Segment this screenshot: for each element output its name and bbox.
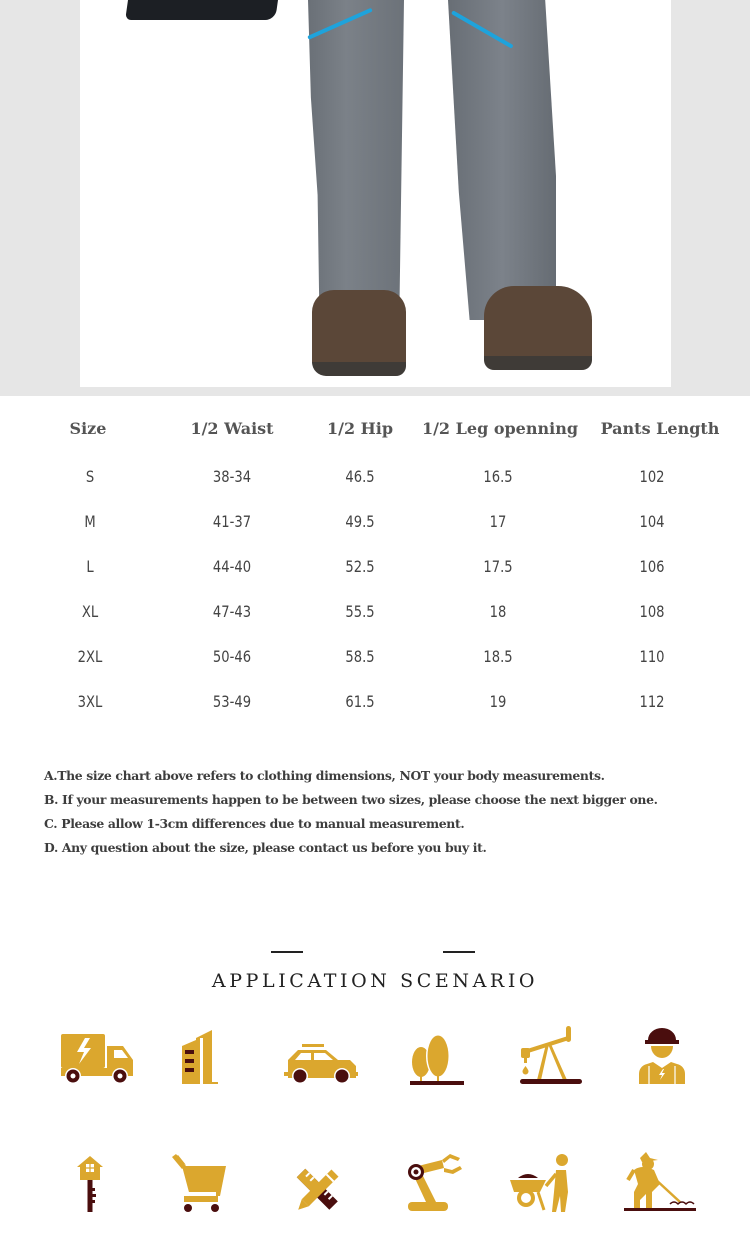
cell-size: M	[84, 512, 96, 531]
product-photo	[80, 0, 671, 387]
note-b: B. If your measurements happen to be between two sizes, please choose the next bigger one.	[44, 792, 658, 807]
cell-length: 108	[639, 602, 665, 621]
title-dash-right	[443, 951, 475, 953]
note-d: D. Any question about the size, please contact us before you buy it.	[44, 840, 487, 855]
header-size: Size	[69, 419, 107, 438]
cell-hip: 55.5	[345, 602, 375, 621]
cell-hip: 49.5	[345, 512, 375, 531]
header-half-hip: 1/2 Hip	[326, 419, 394, 438]
cell-length: 104	[639, 512, 665, 531]
cell-hip: 46.5	[345, 467, 375, 486]
note-c: C. Please allow 1-3cm differences due to manual measurement.	[44, 816, 465, 831]
table-row	[0, 499, 750, 544]
cell-leg-opening: 18	[489, 602, 507, 621]
application-scenario-title: APPLICATION SCENARIO	[211, 970, 539, 992]
shopping-cart-icon	[162, 1152, 242, 1216]
table-row	[0, 544, 750, 589]
cell-hip: 52.5	[345, 557, 375, 576]
cell-size: XL	[81, 602, 99, 621]
table-row	[0, 589, 750, 634]
pants-right-leg	[448, 0, 556, 320]
cell-waist: 53-49	[212, 692, 252, 711]
cell-size: L	[86, 557, 94, 576]
cell-leg-opening: 16.5	[483, 467, 513, 486]
farmer-raking-icon	[620, 1150, 700, 1214]
house-key-icon	[50, 1152, 130, 1216]
table-row	[0, 679, 750, 724]
header-half-waist: 1/2 Waist	[190, 419, 274, 438]
pants-left-leg	[308, 0, 404, 325]
product-photo-band	[0, 0, 750, 396]
cell-length: 102	[639, 467, 665, 486]
black-bag	[125, 0, 281, 20]
cell-hip: 58.5	[345, 647, 375, 666]
boot-left	[312, 290, 406, 376]
cell-leg-opening: 18.5	[483, 647, 513, 666]
table-row	[0, 634, 750, 679]
header-half-leg-opening: 1/2 Leg openning	[421, 419, 579, 438]
boot-right	[484, 286, 592, 370]
cell-waist: 44-40	[212, 557, 252, 576]
cell-waist: 38-34	[212, 467, 252, 486]
car-icon	[280, 1028, 360, 1092]
cell-waist: 41-37	[212, 512, 252, 531]
note-a: A.The size chart above refers to clothing dimensions, NOT your body measurements.	[44, 768, 605, 783]
oil-pump-icon	[510, 1024, 590, 1088]
robot-arm-icon	[400, 1150, 480, 1214]
cell-leg-opening: 19	[489, 692, 507, 711]
table-row	[0, 454, 750, 499]
building-icon	[166, 1026, 246, 1090]
electrician-worker-icon	[622, 1024, 702, 1088]
title-dash-left	[271, 951, 303, 953]
pencil-ruler-icon	[278, 1158, 358, 1222]
cell-waist: 50-46	[212, 647, 252, 666]
size-notes	[44, 764, 724, 860]
wheelbarrow-worker-icon	[506, 1150, 586, 1214]
electric-truck-icon	[56, 1026, 136, 1090]
size-chart-table	[0, 410, 750, 724]
cell-size: 2XL	[77, 647, 103, 666]
cell-size: 3XL	[77, 692, 103, 711]
table-header-row	[0, 410, 750, 454]
cell-length: 110	[639, 647, 665, 666]
cell-size: S	[85, 467, 95, 486]
cell-leg-opening: 17	[489, 512, 507, 531]
cell-leg-opening: 17.5	[483, 557, 513, 576]
cell-hip: 61.5	[345, 692, 375, 711]
cell-length: 112	[639, 692, 665, 711]
cell-waist: 47-43	[212, 602, 252, 621]
cell-length: 106	[639, 557, 665, 576]
trees-icon	[396, 1026, 476, 1090]
header-pants-length: Pants Length	[600, 419, 720, 438]
